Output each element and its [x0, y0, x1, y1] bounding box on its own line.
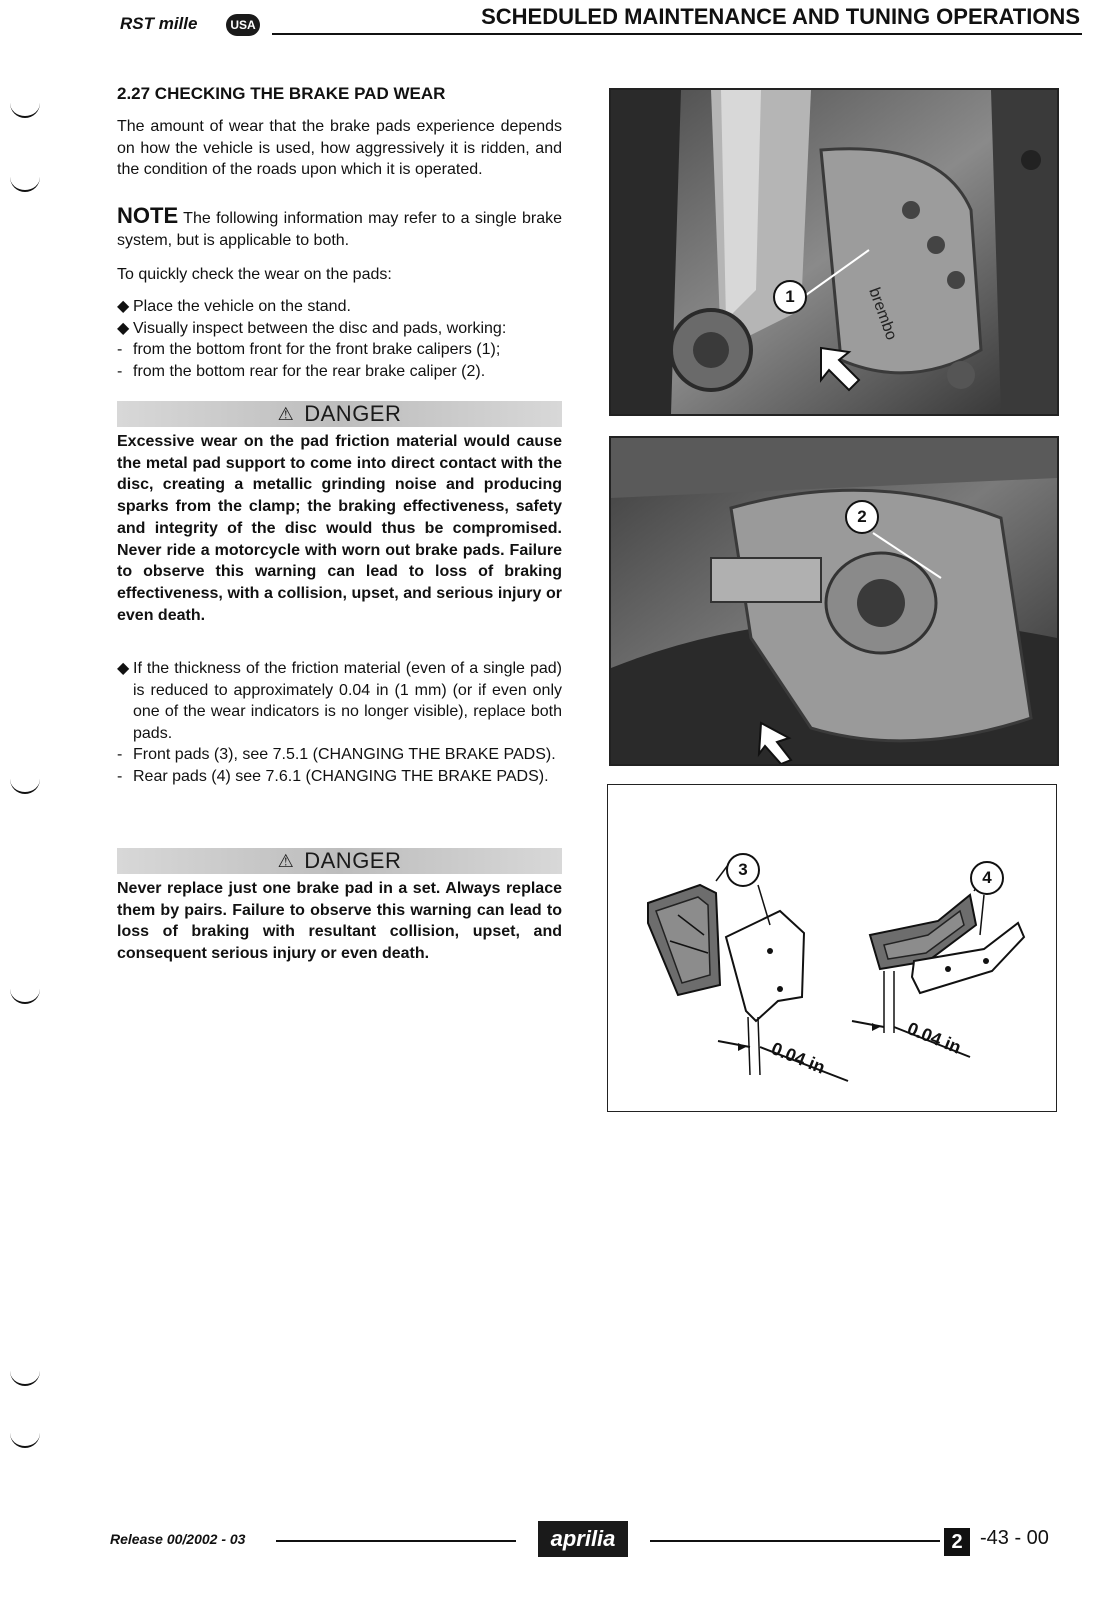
- list-item: - Front pads (3), see 7.5.1 (CHANGING THE BRAKE PADS).: [117, 746, 556, 763]
- quick-check-text: To quickly check the wear on the pads:: [117, 266, 392, 283]
- header-rule: [272, 33, 1082, 35]
- aprilia-logo: aprilia: [538, 1521, 628, 1557]
- section-title: 2.27 CHECKING THE BRAKE PAD WEAR: [117, 84, 446, 103]
- note-text: The following information may refer to a single brake system, but is applicable to both.: [117, 210, 563, 249]
- footer-rule: [650, 1540, 940, 1542]
- list-item: - from the bottom front for the front brake calipers (1);: [117, 341, 501, 358]
- dim-rear-text: 0.04 in: [904, 1018, 964, 1058]
- margin-tick: [10, 1370, 40, 1386]
- callout-1: 1: [773, 280, 807, 314]
- caliper-brand-text: brembo: [865, 285, 900, 343]
- list-item: ◆ If the thickness of the friction material (even of a single pad) is reduced to approximately 0.04 in (1 mm) (or if even only one of the wear indicators is no longer visible), replace both pads.: [117, 660, 562, 742]
- list-item: ◆ Visually inspect between the disc and pads, working:: [117, 318, 562, 340]
- note-paragraph: [117, 205, 562, 251]
- chapter-title: SCHEDULED MAINTENANCE AND TUNING OPERATIONS: [481, 4, 1080, 29]
- header-model: RST mille: [120, 14, 198, 33]
- danger-banner-2: ⚠ DANGER: [117, 848, 562, 874]
- margin-tick: [10, 988, 40, 1004]
- bullet-diamond-icon: ◆: [117, 298, 130, 315]
- callout-4: 4: [970, 861, 1004, 895]
- margin-tick: [10, 1432, 40, 1448]
- callout-3: 3: [726, 853, 760, 887]
- warning-triangle-icon: ⚠: [277, 403, 295, 424]
- front-caliper-photo: [609, 88, 1059, 416]
- danger-banner-1: ⚠ DANGER: [117, 401, 562, 427]
- usa-badge: USA: [226, 14, 260, 36]
- bullet-diamond-icon: ◆: [117, 660, 130, 677]
- rear-caliper-photo: [609, 436, 1059, 766]
- danger-text-2: Never replace just one brake pad in a set. Always replace them by pairs. Failure to observe this warning can lead to loss of braking with resultant collision, upset, and consequent serious injury or even death.: [117, 880, 562, 963]
- bullet-diamond-icon: ◆: [117, 319, 130, 337]
- footer-rule: [276, 1540, 516, 1542]
- callout-2: 2: [845, 500, 879, 534]
- steps-list: [117, 296, 562, 382]
- section-number-badge: 2: [944, 1528, 970, 1556]
- dim-front-text: 0.04 in: [768, 1038, 828, 1078]
- margin-tick: [10, 778, 40, 794]
- brake-pads-diagram: [607, 784, 1057, 1112]
- margin-tick: [10, 176, 40, 192]
- margin-tick: [10, 102, 40, 118]
- page-number: -43 - 00: [980, 1527, 1049, 1549]
- danger-text-1: Excessive wear on the pad friction material would cause the metal pad support to come into direct contact with the disc, creating a metallic grinding noise and producing sparks from the clamp; the braking effectiveness, safety and integrity of the disc would thus be compromised. Never ride a motorcycle with worn out brake pads. Failure to observe this warning can lead to loss of braking effectiveness, with a collision, upset, and serious injury or even death.: [117, 433, 562, 624]
- release-info: Release 00/2002 - 03: [110, 1531, 246, 1547]
- list-item: ◆ Place the vehicle on the stand.: [117, 296, 562, 318]
- warning-triangle-icon: ⚠: [277, 850, 295, 871]
- list-item: - from the bottom rear for the rear brake caliper (2).: [117, 362, 486, 380]
- list-item: - Rear pads (4) see 7.6.1 (CHANGING THE BRAKE PADS).: [117, 767, 549, 785]
- intro-paragraph: The amount of wear that the brake pads experience depends on how the vehicle is used, how aggressively it is ridden, and the condition of the roads upon which it is operated.: [117, 118, 562, 178]
- replace-list: [117, 658, 562, 787]
- note-label: NOTE: [117, 203, 179, 228]
